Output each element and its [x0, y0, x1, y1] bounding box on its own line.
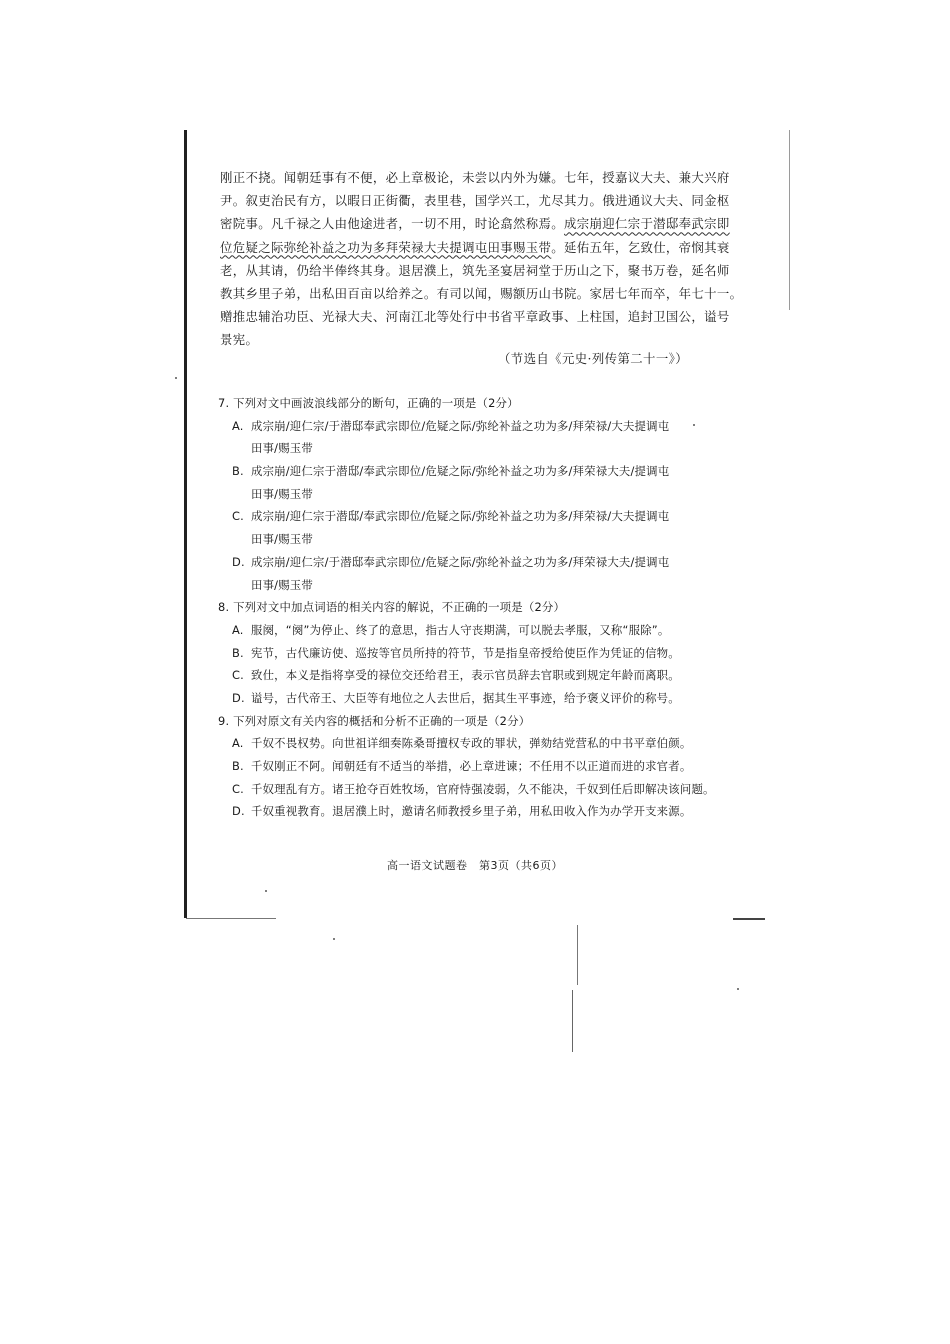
question-stem: 7. 下列对文中画波浪线部分的断句，正确的一项是（2分） [218, 396, 519, 410]
option-key: A. [232, 418, 244, 433]
passage-line [220, 212, 730, 235]
question-option [218, 551, 698, 574]
question-option [218, 778, 715, 801]
option-text-continued: 田事/赐玉带 [251, 532, 313, 547]
option-text-continued: 田事/赐玉带 [251, 441, 313, 456]
option-text: 成宗崩/迎仁宗/于潜邸奉武宗即位/危疑之际/弥纶补益之功为多/拜荣禄/大夫提调屯 [251, 418, 670, 433]
option-key: C. [232, 668, 244, 683]
option-key: B. [232, 645, 244, 660]
scan-speck [175, 377, 177, 379]
option-text-continued: 田事/赐玉带 [251, 486, 313, 501]
question-list [218, 392, 715, 823]
question-option [218, 687, 698, 710]
option-key: A. [232, 622, 244, 637]
option-key: D. [232, 690, 245, 705]
question-option [218, 755, 698, 778]
passage-line-tail: 。延佑五年，乞致仕，帝悯其衰 [551, 239, 730, 255]
passage-line: 刚正不挠。闻朝廷事有不便，必上章极论，未尝以内外为嫌。七年，授嘉议大夫、兼大兴府 [220, 170, 730, 185]
passage-line-head: 密院事。凡千禄之人由他途进者，一切不用，时论翕然称焉。 [220, 216, 564, 232]
option-text: 宪节，古代廉访使、巡按等官员所持的符节，节是指皇帝授给使臣作为凭证的信物。 [251, 645, 680, 660]
scan-edge-line [572, 990, 573, 1052]
question-option [218, 664, 698, 687]
question-option [218, 800, 698, 823]
option-key: D. [232, 554, 245, 569]
question-option [218, 619, 698, 642]
passage-source: （节选自《元史·列传第二十一》） [498, 351, 688, 366]
option-key: A. [232, 736, 244, 751]
option-key: C. [232, 781, 244, 796]
passage-line: 老，从其请，仍给半俸终其身。退居濮上，筑先圣宴居祠堂于历山之下，聚书万卷，延名师 [220, 262, 730, 278]
question-option [218, 642, 698, 665]
scan-edge-line [577, 925, 578, 985]
option-key: C. [232, 509, 244, 524]
passage-line [220, 236, 730, 259]
option-text: 致仕，本义是指将享受的禄位交还给君王，表示官员辞去官职或到规定年龄而离职。 [251, 668, 680, 683]
question-option [218, 415, 698, 438]
passage-line: 尹。叙吏治民有方，以暇日正街衢，表里巷，国学兴工，尤尽其力。俄进通议大夫、同金枢 [220, 193, 730, 209]
passage-line: 景宪。 [220, 332, 259, 348]
scan-speck [333, 938, 335, 940]
question-stem: 9. 下列对原文有关内容的概括和分析不正确的一项是（2分） [218, 713, 531, 728]
wavy-underlined-text: 成宗崩迎仁宗于潜邸奉武宗即 [564, 216, 730, 232]
option-key: B. [232, 759, 244, 773]
scan-edge-line [789, 130, 790, 310]
passage-line: 赠推忠辅治功臣、光禄大夫、河南江北等处行中书省平章政事、上柱国，追封卫国公，谥号 [220, 309, 730, 325]
option-text: 千奴重视教育。退居濮上时，邀请名师教授乡里子弟，用私田收入作为办学开支来源。 [251, 804, 692, 819]
option-text: 成宗崩/迎仁宗/于潜邸奉武宗即位/危疑之际/弥纶补益之功为多/拜荣禄大夫/提调屯 [251, 554, 670, 569]
option-key: B. [232, 464, 244, 479]
scan-edge-line [733, 918, 765, 920]
option-text: 服阕，“阕”为停止、终了的意思，指古人守丧期满，可以脱去孝服，又称“服除”。 [251, 622, 670, 637]
question-option [218, 505, 698, 528]
scan-edge-line [186, 918, 276, 919]
option-text: 成宗崩/迎仁宗于潜邸/奉武宗即位/危疑之际/弥纶补益之功为多/拜荣禄/大夫提调屯 [251, 509, 670, 524]
option-text: 谥号，古代帝王、大臣等有地位之人去世后，据其生平事迹，给予褒义评价的称号。 [251, 690, 680, 705]
option-text-continued: 田事/赐玉带 [251, 577, 313, 592]
option-key: D. [232, 804, 245, 819]
option-text: 千奴刚正不阿。闻朝廷有不适当的举措，必上章进谏；不任用不以正道而进的求官者。 [251, 759, 692, 773]
classical-chinese-passage [220, 166, 743, 352]
option-text: 千奴理乱有方。诸王抢夺百姓牧场，官府恃强凌弱，久不能决，千奴到任后即解决该问题。 [251, 781, 715, 796]
option-text: 成宗崩/迎仁宗于潜邸/奉武宗即位/危疑之际/弥纶补益之功为多/拜荣禄大夫/提调屯 [251, 464, 670, 479]
question-option [218, 460, 698, 483]
passage-line: 教其乡里子弟，出私田百亩以给养之。有司以闻，赐额历山书院。家居七年而卒，年七十一。 [220, 286, 743, 302]
option-text: 千奴不畏权势。向世祖详细奏陈桑哥擅权专政的罪状，弹劾结党营私的中书平章伯颜。 [251, 736, 692, 751]
scan-speck [737, 988, 739, 990]
scan-edge-line [184, 130, 187, 918]
wavy-underlined-text: 位危疑之际弥纶补益之功为多拜荣禄大夫提调屯田事赐玉带 [220, 239, 552, 255]
scan-speck [265, 890, 267, 892]
question-stem: 8. 下列对文中加点词语的相关内容的解说，不正确的一项是（2分） [218, 600, 566, 615]
page-footer: 高一语文试题卷 第3页（共6页） [387, 859, 563, 872]
question-option [218, 732, 698, 755]
